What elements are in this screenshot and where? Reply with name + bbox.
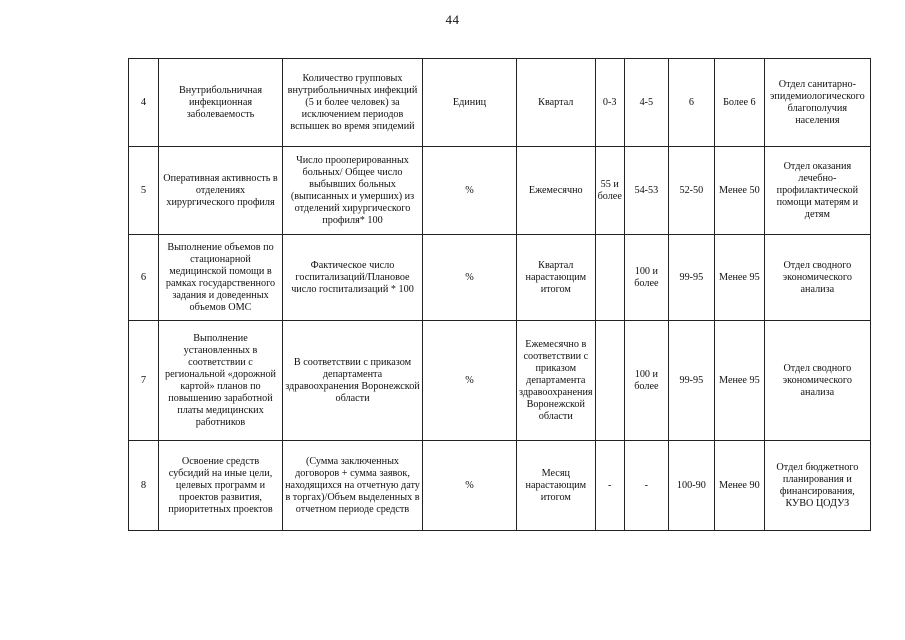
period-cell: Квартал нарастающим итогом bbox=[517, 235, 596, 321]
indicator-cell: Выполнение объемов по стационарной медицинской помощи в рамках государственного задания и доведенных объемов ОМС bbox=[159, 235, 283, 321]
value-cell: Менее 50 bbox=[714, 147, 764, 235]
value-cell: Более 6 bbox=[714, 59, 764, 147]
period-cell: Ежемесячно в соответствии с приказом департамента здравоохранения Воронежской области bbox=[517, 321, 596, 441]
table-row bbox=[129, 321, 871, 441]
row-number: 6 bbox=[129, 235, 159, 321]
row-number: 7 bbox=[129, 321, 159, 441]
page-number: 44 bbox=[445, 12, 460, 27]
value-cell: 100-90 bbox=[668, 441, 714, 531]
unit-cell: % bbox=[423, 441, 517, 531]
department-cell: Отдел бюджетного планирования и финансирования, КУВО ЦОДУЗ bbox=[764, 441, 870, 531]
value-cell bbox=[595, 235, 624, 321]
value-cell: - bbox=[624, 441, 668, 531]
indicator-cell: Оперативная активность в отделениях хирургического профиля bbox=[159, 147, 283, 235]
value-cell: Менее 90 bbox=[714, 441, 764, 531]
value-cell: Менее 95 bbox=[714, 321, 764, 441]
value-cell: 4-5 bbox=[624, 59, 668, 147]
value-cell: 99-95 bbox=[668, 321, 714, 441]
value-cell: 99-95 bbox=[668, 235, 714, 321]
department-cell: Отдел оказания лечебно-профилактической помощи матерям и детям bbox=[764, 147, 870, 235]
period-cell: Ежемесячно bbox=[517, 147, 596, 235]
row-number: 4 bbox=[129, 59, 159, 147]
department-cell: Отдел сводного экономического анализа bbox=[764, 235, 870, 321]
row-number: 8 bbox=[129, 441, 159, 531]
indicator-cell: Выполнение установленных в соответствии с региональной «дорожной картой» планов по повышению заработной платы медицинских работников bbox=[159, 321, 283, 441]
value-cell: 55 и более bbox=[595, 147, 624, 235]
value-cell: Менее 95 bbox=[714, 235, 764, 321]
formula-cell: Фактическое число госпитализаций/Плановое число госпитализаций * 100 bbox=[283, 235, 423, 321]
formula-cell: (Сумма заключенных договоров + сумма заявок, находящихся на отчетную дату в торгах)/Объем выделенных в отчетном периоде средств bbox=[283, 441, 423, 531]
unit-cell: % bbox=[423, 321, 517, 441]
formula-cell: Количество групповых внутрибольничных инфекций (5 и более человек) за исключением периодов вспышек во время эпидемий bbox=[283, 59, 423, 147]
table-row bbox=[129, 441, 871, 531]
value-cell: 6 bbox=[668, 59, 714, 147]
value-cell: - bbox=[595, 441, 624, 531]
unit-cell: Единиц bbox=[423, 59, 517, 147]
period-cell: Квартал bbox=[517, 59, 596, 147]
department-cell: Отдел санитарно-эпидемиологического благополучия населения bbox=[764, 59, 870, 147]
formula-cell: Число прооперированных больных/ Общее число выбывших больных (выписанных и умерших) из отделений хирургического профиля* 100 bbox=[283, 147, 423, 235]
formula-cell: В соответствии с приказом департамента здравоохранения Воронежской области bbox=[283, 321, 423, 441]
value-cell: 100 и более bbox=[624, 321, 668, 441]
value-cell: 54-53 bbox=[624, 147, 668, 235]
row-number: 5 bbox=[129, 147, 159, 235]
indicator-cell: Внутрибольничная инфекционная заболеваемость bbox=[159, 59, 283, 147]
table-row bbox=[129, 235, 871, 321]
indicators-table bbox=[128, 58, 871, 531]
period-cell: Месяц нарастающим итогом bbox=[517, 441, 596, 531]
unit-cell: % bbox=[423, 147, 517, 235]
unit-cell: % bbox=[423, 235, 517, 321]
value-cell: 52-50 bbox=[668, 147, 714, 235]
indicator-cell: Освоение средств субсидий на иные цели, целевых программ и проектов развития, приоритетных проектов bbox=[159, 441, 283, 531]
table-row bbox=[129, 59, 871, 147]
value-cell: 0-3 bbox=[595, 59, 624, 147]
department-cell: Отдел сводного экономического анализа bbox=[764, 321, 870, 441]
value-cell bbox=[595, 321, 624, 441]
value-cell: 100 и более bbox=[624, 235, 668, 321]
table-row bbox=[129, 147, 871, 235]
